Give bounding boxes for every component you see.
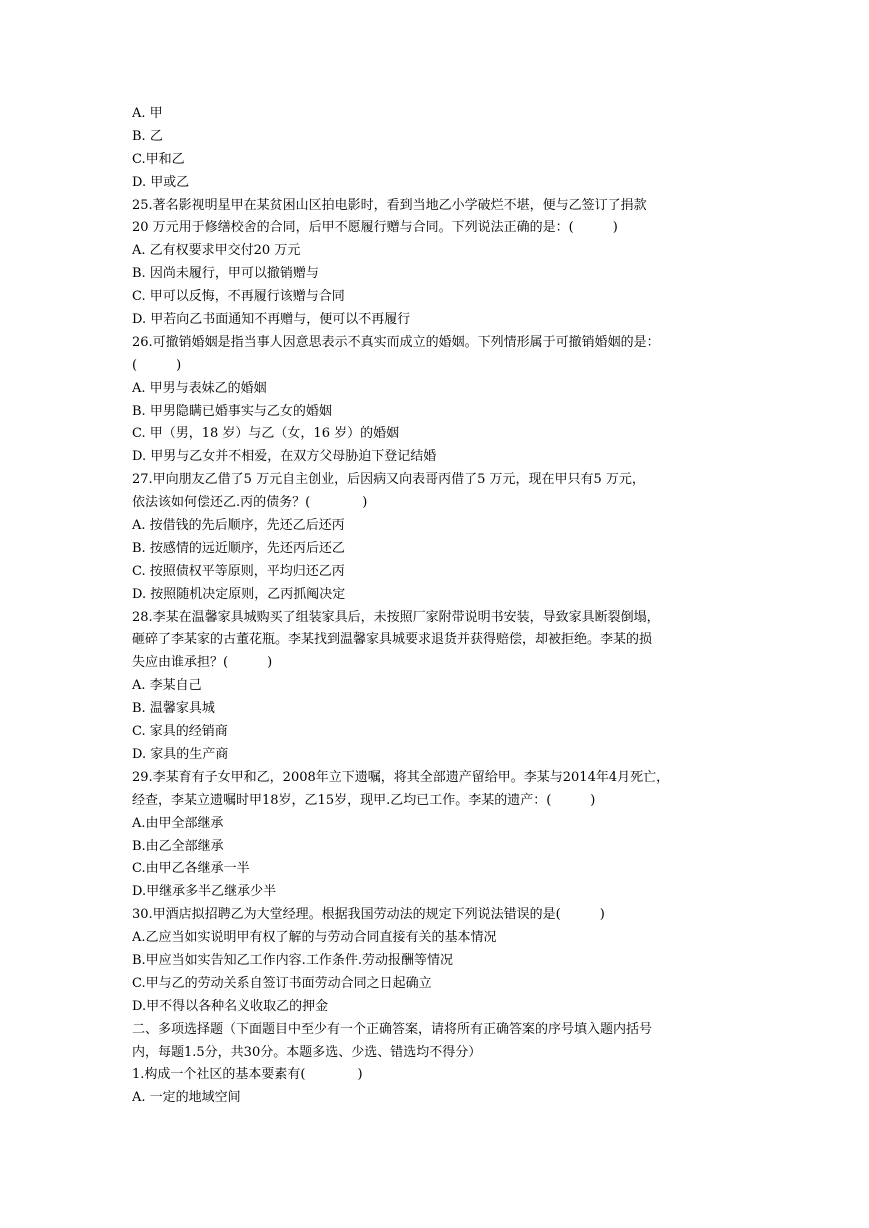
question-29-line-2: 经查，李某立遗嘱时甲18岁，乙15岁，现甲.乙均已工作。李某的遗产：( ) — [132, 792, 596, 808]
question-27-option-a: A. 按借钱的先后顺序，先还乙后还丙 — [132, 518, 345, 534]
document-page — [132, 103, 744, 1110]
question-29-line-1: 29.李某育有子女甲和乙，2008年立下遗嘱，将其全部遗产留给甲。李某与2014年4月死亡， — [132, 769, 670, 785]
question-28-option-c: C. 家具的经销商 — [132, 724, 228, 740]
question-25-option-c: C. 甲可以反悔，不再履行该赠与合同 — [132, 289, 345, 305]
question-26-option-d: D. 甲男与乙女并不相爱，在双方父母胁迫下登记结婚 — [132, 449, 437, 465]
question-30-option-a: A.乙应当如实说明甲有权了解的与劳动合同直接有关的基本情况 — [132, 930, 497, 946]
question-29-option-a: A.由甲全部继承 — [132, 815, 224, 831]
question-28-option-a: A. 李某自己 — [132, 678, 202, 694]
question-28-line-2: 砸碎了李某家的古董花瓶。李某找到温馨家具城要求退货并获得赔偿，却被拒绝。李某的损 — [132, 632, 653, 648]
question-27-option-d: D. 按照随机决定原则，乙丙抓阄决定 — [132, 586, 346, 602]
section-2-heading-line-2: 内，每题1.5分，共30分。本题多选、少选、错选均不得分） — [132, 1044, 482, 1060]
question-27-option-c: C. 按照债权平等原则，平均归还乙丙 — [132, 563, 345, 579]
multi-question-1-option-a: A. 一定的地域空间 — [132, 1090, 241, 1106]
question-28-line-3: 失应由谁承担？( ) — [132, 655, 273, 671]
question-26-line-1: 26.可撤销婚姻是指当事人因意思表示不真实而成立的婚姻。下列情形属于可撤销婚姻的是： — [132, 334, 660, 350]
question-30-option-d: D.甲不得以各种名义收取乙的押金 — [132, 998, 329, 1014]
question-29-option-b: B.由乙全部继承 — [132, 838, 224, 854]
question-25-option-d: D. 甲若向乙书面通知不再赠与，便可以不再履行 — [132, 312, 411, 328]
question-27-line-1: 27.甲向朋友乙借了5 万元自主创业，后因病又向表哥丙借了5 万元，现在甲只有5 万元， — [132, 472, 645, 488]
multi-question-1: 1.构成一个社区的基本要素有( ) — [132, 1067, 363, 1083]
option-d: D. 甲或乙 — [132, 174, 190, 190]
question-29-option-c: C.由甲乙各继承一半 — [132, 861, 250, 877]
question-26-option-c: C. 甲（男，18 岁）与乙（女，16 岁）的婚姻 — [132, 426, 400, 442]
question-25-option-a: A. 乙有权要求甲交付20 万元 — [132, 243, 301, 259]
question-29-option-d: D.甲继承多半乙继承少半 — [132, 884, 277, 900]
question-28-option-d: D. 家具的生产商 — [132, 746, 229, 762]
question-26-line-2: ( ) — [132, 357, 182, 373]
question-30-option-b: B.甲应当如实告知乙工作内容.工作条件.劳动报酬等情况 — [132, 952, 453, 968]
question-27-option-b: B. 按感情的远近顺序，先还丙后还乙 — [132, 540, 345, 556]
question-27-line-2: 依法该如何偿还乙.丙的债务？( ) — [132, 495, 368, 511]
question-25-line-2: 20 万元用于修缮校舍的合同，后甲不愿履行赠与合同。下列说法正确的是：( ) — [132, 220, 618, 236]
question-26-option-a: A. 甲男与表妹乙的婚姻 — [132, 380, 267, 396]
section-2-heading-line-1: 二、多项选择题（下面题目中至少有一个正确答案，请将所有正确答案的序号填入题内括号 — [132, 1021, 653, 1037]
question-26-option-b: B. 甲男隐瞒已婚事实与乙女的婚姻 — [132, 403, 332, 419]
question-28-line-1: 28.李某在温馨家具城购买了组装家具后，未按照厂家附带说明书安装，导致家具断裂倒塌， — [132, 609, 660, 625]
question-25-option-b: B. 因尚未履行，甲可以撤销赠与 — [132, 266, 319, 282]
question-30-option-c: C.甲与乙的劳动关系自签订书面劳动合同之日起确立 — [132, 975, 432, 991]
option-a: A. 甲 — [132, 106, 163, 121]
option-c: C.甲和乙 — [132, 151, 185, 167]
option-b: B. 乙 — [132, 128, 163, 144]
question-28-option-b: B. 温馨家具城 — [132, 701, 215, 717]
question-30-line-1: 30.甲酒店拟招聘乙为大堂经理。根据我国劳动法的规定下列说法错误的是( ) — [132, 907, 605, 923]
question-25-line-1: 25.著名影视明星甲在某贫困山区拍电影时，看到当地乙小学破烂不堪，便与乙签订了捐款 — [132, 197, 647, 213]
